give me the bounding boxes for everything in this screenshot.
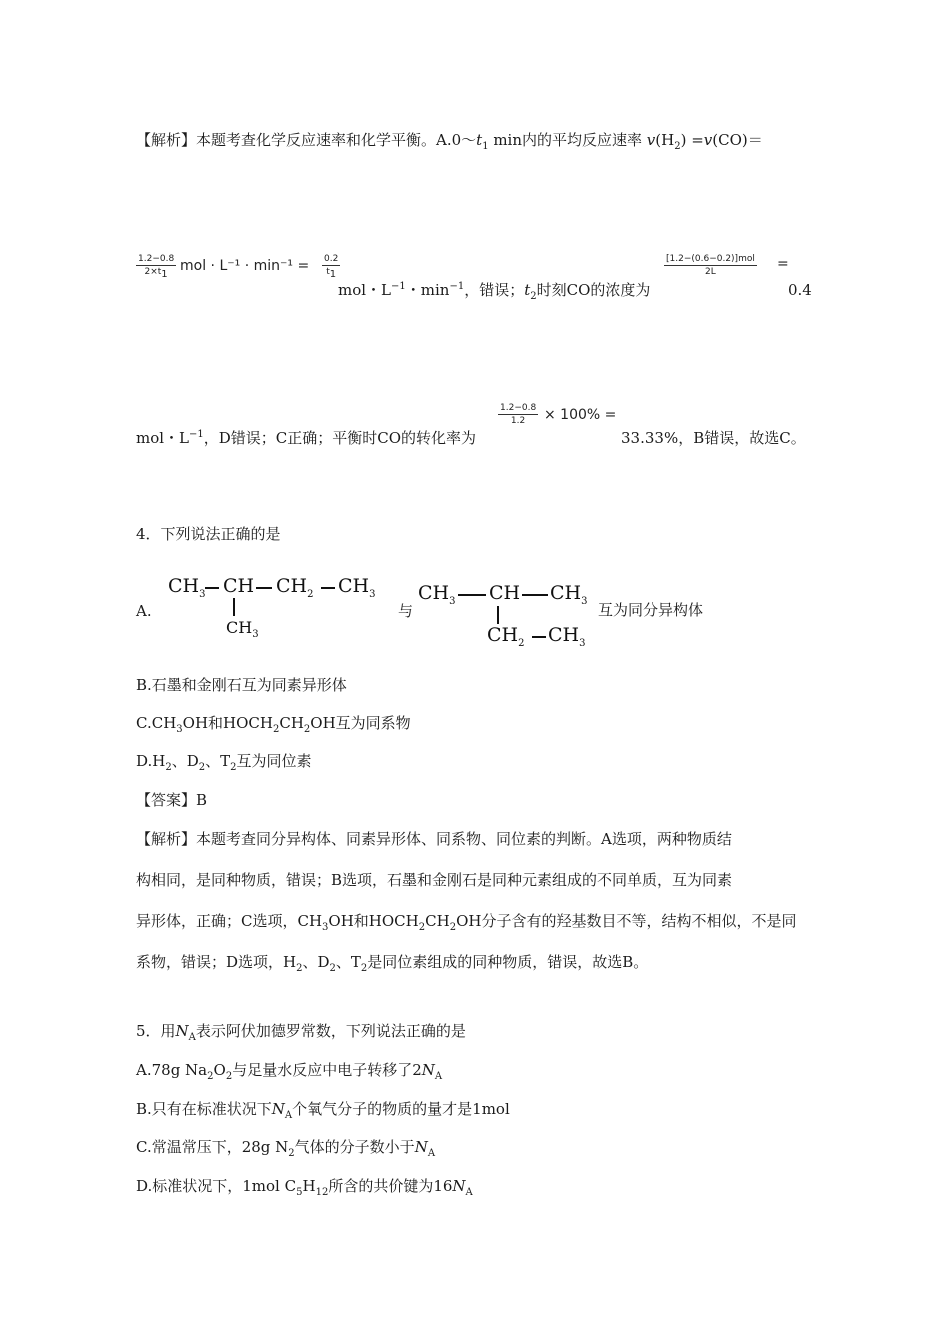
explanation-line-2: 构相同，是同种物质，错误；B选项，石墨和金刚石是同种元素组成的不同单质，互为同素 [136, 871, 733, 889]
conversion-result: 33.33%，B错误，故选C。 [621, 429, 806, 447]
fraction-concentration: [1.2−(0.6−0.2)]mol 2L [666, 254, 755, 277]
option-a-with: 与 [398, 602, 414, 620]
analysis-line-1: 【解析】本题考查化学反应速率和化学平衡。$A.0\sim t_1$ min内的平均反应速率 $v(H_2) =v(CO)=$ [136, 131, 763, 152]
question-5-stem: 5．用$N_A$表示阿伏加德罗常数，下列说法正确的是 [136, 1022, 466, 1043]
fraction-conversion: $\frac{1.2-0.8}{1.2}$ [500, 403, 537, 426]
q5-option-a: A.78g $Na_2O_2$与足量水反应中电子转移了$2N_A$ [136, 1061, 443, 1082]
fraction-rate-simplified: $\frac{0.2}{t_1}$ [324, 254, 339, 280]
option-a-tail: 互为同分异构体 [598, 601, 704, 619]
answer: 【答案】B [136, 791, 208, 809]
option-b: B.石墨和金刚石互为同素异形体 [136, 676, 347, 694]
q5-option-d: D.标准状况下，1mol $C_5H_{12}$所含的共价键为$16N_A$ [136, 1177, 473, 1198]
concentration-value: 0.4 [788, 281, 812, 299]
explanation-line-1: 【解析】本题考查同分异构体、同素异形体、同系物、同位素的判断。A选项，两种物质结 [136, 830, 732, 848]
question-4-stem: 4．下列说法正确的是 [136, 525, 281, 543]
option-c: $C.CH_3OH$和$HOCH_2CH_2OH$互为同系物 [136, 714, 411, 735]
option-d: $D.H_2$、$D_2$、$T_2$互为同位素 [136, 752, 312, 773]
analysis-line-2: mol・$L^{-1}$・$\min^{-1}$，错误；$t_2$时刻CO的浓度为 [338, 281, 651, 302]
explanation-line-3: 异形体，正确；C选项，$CH_3OH$和$HOCH_2CH_2OH$分子含有的羟基数目不等，结构不相似，不是同 [136, 912, 797, 933]
q5-option-b: B.只有在标准状况下$N_A$个氧气分子的物质的量才是1mol [136, 1100, 510, 1121]
equals-sign: = [777, 256, 789, 272]
analysis-line-3: mol・$L^{-1}$，D错误；C正确；平衡时CO的转化率为 [136, 429, 477, 447]
option-a-label: A. [136, 602, 152, 620]
percent-expression: × 100% = [544, 407, 617, 423]
rate-unit: mol · L⁻¹ · min⁻¹ = [180, 258, 310, 274]
fraction-rate: $\frac{1.2-0.8}{2\times t_1}$ [138, 254, 175, 280]
q5-option-c: C.常温常压下，28g $N_2$气体的分子数小于$N_A$ [136, 1138, 436, 1159]
explanation-line-4: 系物，错误；D选项，$H_2$、$D_2$、$T_2$是同位素组成的同种物质，错误，故选B。 [136, 953, 649, 974]
